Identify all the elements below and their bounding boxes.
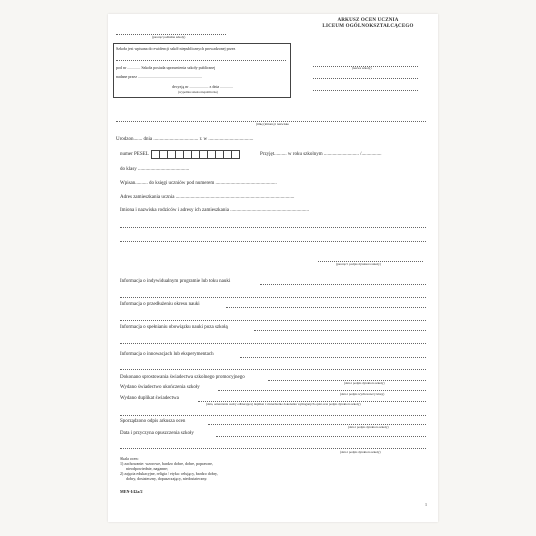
pesel-cells bbox=[151, 150, 239, 159]
info-individual-line bbox=[260, 284, 426, 285]
parents-blank-1 bbox=[120, 227, 426, 228]
cert-correction-caption: (data i podpis dyrektora szkoły) bbox=[344, 381, 385, 385]
cert-issued: Wydano świadectwo ukończenia szkoły bbox=[120, 385, 200, 390]
address-line: Adres zamieszkania ucznia ............................................................................................... bbox=[120, 195, 295, 200]
info-individual-line-2 bbox=[120, 297, 426, 298]
cert-issued-line bbox=[218, 390, 426, 391]
school-name-caption: (nazwa szkoły) bbox=[352, 66, 372, 70]
pesel-label: numer PESEL bbox=[120, 152, 149, 157]
scale-line-1: 1) zachowanie: wzorowe, bardzo dobre, dobre, poprawne, bbox=[120, 461, 213, 466]
page-number: 1 bbox=[425, 502, 427, 507]
student-name-caption: (imię (imiona) i nazwisko bbox=[256, 122, 290, 126]
birth-line: Urodzon....... dnia .................................... r. w .................................... bbox=[116, 137, 254, 142]
form-sheet bbox=[108, 14, 438, 522]
school-name-line-3 bbox=[313, 90, 418, 91]
cert-duplicate-line-2 bbox=[120, 415, 426, 416]
admitted-line: Przyjęt.......... w roku szkolnym ............................ /................ bbox=[260, 152, 382, 157]
info-extension-line bbox=[226, 307, 426, 308]
cert-leaving-caption: (data i podpis dyrektora szkoły) bbox=[340, 450, 381, 454]
parents-blank-2 bbox=[120, 241, 426, 242]
box-line-1: Szkoła jest wpisana do ewidencji szkół niepublicznych prowadzonej przez bbox=[116, 46, 236, 51]
form-code: MEN-I/42a/2 bbox=[120, 489, 143, 494]
box-line-2: pod nr ............. Szkoła posiada uprawnienia szkoły publicznej bbox=[116, 65, 216, 70]
cert-issued-caption: (data i podpis wychowawcy klasy) bbox=[340, 392, 385, 396]
info-compulsory-line-2 bbox=[120, 343, 426, 344]
scale-line-2: nieodpowiednie, naganne; bbox=[126, 466, 168, 471]
cert-duplicate-caption: (data, oznaczenie osoby odbierającej duplikat i stwierdzenie dokonania wymaganych opłat oraz podpis dyrektora szkoły) bbox=[206, 402, 361, 406]
signature-caption: (pieczęć i podpis dyrektora szkoły) bbox=[336, 262, 381, 266]
scale-line-4: dobry, dostateczny, dopuszczający, niedostateczny. bbox=[126, 476, 208, 481]
cert-correction: Dokonano sprostowania świadectwa szkolnego promocyjnego bbox=[120, 375, 245, 380]
box-line-3: nadane przez ................................................................ bbox=[116, 74, 202, 79]
scale-title: Skala ocen: bbox=[120, 456, 139, 461]
cert-leaving-line-2 bbox=[120, 448, 426, 449]
school-name-line-2 bbox=[313, 78, 418, 79]
class-line: do klasy ......................................... bbox=[120, 167, 190, 172]
scale-line-3: 2) zajęcia edukacyjne, religia / etyka: celujący, bardzo dobry, bbox=[120, 471, 218, 476]
cert-copy: Sporządzono odpis arkusza ocen bbox=[120, 419, 186, 424]
info-compulsory-line bbox=[254, 330, 426, 331]
box-blank-line bbox=[116, 60, 286, 61]
cert-leaving: Data i przyczyna opuszczenia szkoły bbox=[120, 431, 194, 436]
info-innovation-line bbox=[240, 357, 426, 358]
form-title-line1: ARKUSZ OCEN UCZNIA bbox=[337, 18, 399, 23]
info-extension: Informacja o przedłużeniu okresu nauki bbox=[120, 302, 200, 307]
box-caption: (wypełnia szkoła niepubliczna) bbox=[178, 90, 218, 94]
info-innovation-line-2 bbox=[120, 369, 426, 370]
cert-leaving-line bbox=[216, 436, 426, 437]
info-compulsory: Informacja o spełnianiu obowiązku nauki poza szkołą bbox=[120, 325, 228, 330]
cert-copy-line bbox=[208, 424, 426, 425]
pesel-cell bbox=[231, 150, 240, 159]
form-title-line2: LICEUM OGÓLNOKSZTAŁCĄCEGO bbox=[322, 24, 414, 29]
cert-duplicate: Wydano duplikat świadectwa bbox=[120, 396, 179, 401]
info-individual: Informacja o indywidualnym programie lub toku nauki bbox=[120, 279, 231, 284]
parents-line: Imiona i nazwiska rodziców i adresy ich zamieszkania ............................................................... bbox=[120, 208, 309, 213]
info-innovation: Informacja o innowacjach lub eksperymentach bbox=[120, 352, 214, 357]
cert-copy-caption: (data i podpis dyrektora szkoły) bbox=[348, 425, 389, 429]
entry-line: Wpisan.......... do księgi uczniów pod numerem ................................................. bbox=[120, 181, 277, 186]
info-extension-line-2 bbox=[120, 320, 426, 321]
box-line-4: decyzją nr ................... z dnia ............. bbox=[172, 84, 234, 89]
stamp-caption: (pieczęć podłużna szkoły) bbox=[152, 35, 186, 39]
